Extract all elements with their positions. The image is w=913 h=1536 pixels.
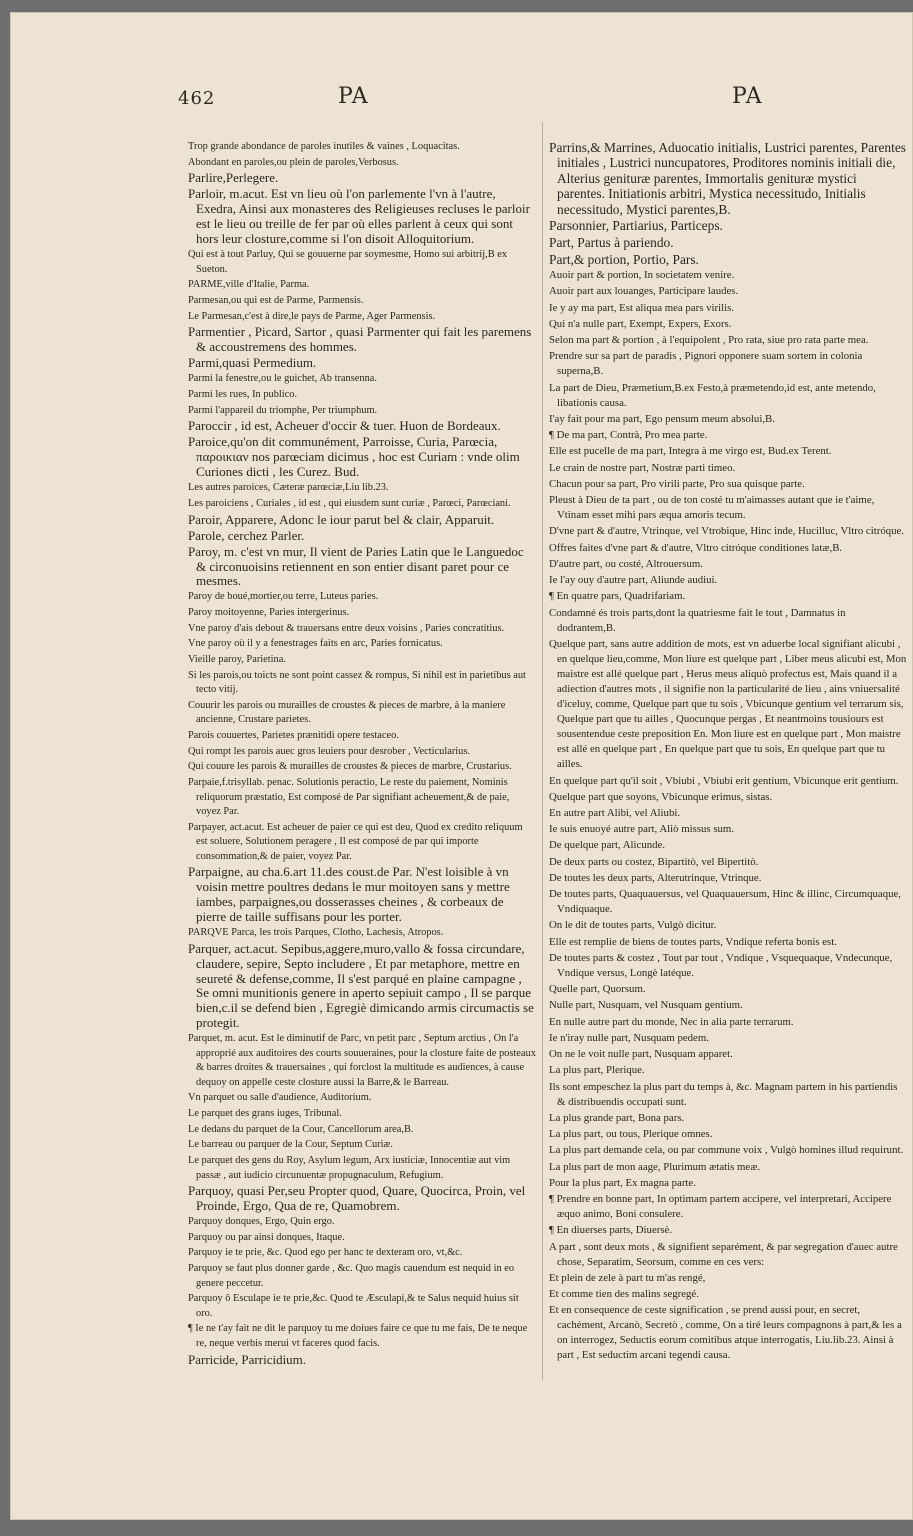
left-column: [188, 140, 536, 1369]
dictionary-entry: Elle est remplie de biens de toutes parts, Vndique referta bonis est.: [549, 935, 837, 948]
dictionary-entry: En quelque part qu'il soit , Vbiubi , Vbiubi erit gentium, Vbicunque erit gentium.: [549, 774, 899, 787]
dictionary-entry: Le barreau ou parquer de la Cour, Septum Curiæ.: [188, 1139, 394, 1151]
dictionary-entry: Paroccir , id est, Acheuer d'occir & tuer. Huon de Bordeaux.: [188, 418, 501, 434]
dictionary-entry: Parpaie,f.trisyllab. penac. Solutionis peractio, Le reste du paiement, Nominis reliquorum præstatio, Est composé de Par signifiant acheuement,& de paie, voyez Par.: [188, 777, 510, 818]
dictionary-entry: PARQVE Parca, les trois Parques, Clotho, Lachesis, Atropos.: [188, 927, 444, 939]
dictionary-entry: Le parquet des gens du Roy, Asylum legum, Arx iusticiæ, Innocentiæ aut vim passæ , aut iudicio circunuentæ propugnaculum, Refugium.: [188, 1155, 511, 1181]
dictionary-entry: ¶ En quatre pars, Quadrifariam.: [549, 590, 686, 603]
dictionary-entry: Parricide, Parricidium.: [188, 1351, 307, 1367]
dictionary-entry: Parquoy se faut plus donner garde , &c. Quo magis cauendum est nequid in eo genere peccetur.: [188, 1263, 515, 1289]
dictionary-entry: Abondant en paroles,ou plein de paroles,Verbosus.: [188, 156, 399, 168]
dictionary-entry: En nulle autre part du monde, Nec in alia parte terrarum.: [549, 1015, 794, 1028]
dictionary-entry: Parpaigne, au cha.6.art 11.des coust.de Par. N'est loisible à vn voisin mettre poultres dedans le mur moitoyen sans y mettre iambes, parpaignes,ou dosserasses cheines , & corbeaux de pierre de taille suffisans pour les porter.: [188, 864, 510, 925]
dictionary-entry: Part,& portion, Portio, Pars.: [549, 251, 699, 267]
dictionary-entry: Le dedans du parquet de la Cour, Cancellorum area,B.: [188, 1123, 414, 1135]
dictionary-entry: Paroy de boué,mortier,ou terre, Luteus paries.: [188, 591, 379, 603]
dictionary-entry: De toutes les deux parts, Alterutrinque, Vtrinque.: [549, 871, 762, 884]
dictionary-entry: Auoir part aux louanges, Participare laudes.: [549, 285, 739, 298]
dictionary-entry: De quelque part, Alicunde.: [549, 839, 666, 852]
dictionary-entry: Les autres paroices, Cæteræ parœciæ,Liu lib.23.: [188, 482, 389, 494]
dictionary-entry: Parsonnier, Partiarius, Particeps.: [549, 218, 723, 234]
dictionary-entry: Ie n'iray nulle part, Nusquam pedem.: [549, 1031, 709, 1044]
dictionary-entry: Et plein de zele à part tu m'as rengé,: [549, 1271, 706, 1284]
dictionary-entry: Paroy, m. c'est vn mur, Il vient de Paries Latin que le Languedoc & circonuoisins retiennent en son entier disant paret pour ce mesmes.: [188, 543, 524, 589]
dictionary-entry: Selon ma part & portion , à l'equipolent , Pro rata, siue pro rata parte mea.: [549, 334, 869, 347]
dictionary-entry: Et comme tien des malins segregé.: [549, 1288, 699, 1301]
dictionary-entry: Auoir part & portion, In societatem venire.: [549, 269, 735, 282]
dictionary-entry: ¶ En diuerses parts, Diuersè.: [549, 1224, 673, 1237]
dictionary-entry: Offres faites d'vne part & d'autre, Vltro citróque conditiones latæ,B.: [549, 541, 843, 554]
dictionary-entry: Parrins,& Marrines, Aduocatio initialis, Lustrici parentes, Parentes initiales , Lustrici nuncupatores, Proditores nominis initiali die, Alterius genituræ parentes, Immortalis genituræ mystici parentes. Initiationis arbitri, Mystica necessitudo, Initialis necessitudo, Mystici parentes,B.: [549, 140, 907, 217]
dictionary-entry: Qui est à tout Parluy, Qui se gouuerne par soymesme, Homo sui arbitrij,B ex Sueton.: [188, 249, 508, 275]
dictionary-entry: Parmi l'appareil du triomphe, Per triumphum.: [188, 404, 378, 416]
dictionary-entry: D'vne part & d'autre, Vtrinque, vel Vtrobique, Hinc inde, Hucilluc, Vltro citróque.: [549, 525, 905, 538]
dictionary-entry: D'autre part, ou costé, Altrouersum.: [549, 557, 703, 570]
dictionary-entry: Prendre sur sa part de paradis , Pignori opponere suam sortem in colonia superna,B.: [549, 350, 863, 378]
dictionary-entry: Le crain de nostre part, Nostræ parti timeo.: [549, 461, 736, 474]
dictionary-entry: La part de Dieu, Præmetium,B.ex Festo,à præmetendo,id est, ante metendo, libationis causa.: [549, 381, 876, 409]
running-head-left: PA: [338, 84, 369, 109]
dictionary-entry: Si les parois,ou toicts ne sont point cassez & rompus, Si nihil est in parietibus aut tecto vitij.: [188, 669, 526, 696]
page-number: 462: [178, 88, 216, 109]
dictionary-entry: ¶ De ma part, Contrà, Pro mea parte.: [549, 429, 708, 442]
dictionary-entry: Parquer, act.acut. Sepibus,aggere,muro,vallo & fossa circundare, claudere, sepire, Septo includere , Et par metaphore, mettre en seureté & defense,comme, Il s'est parqué en plaine campagne , Se omni munitionis genere in aperto sepiuit campo , Il se parque bien,c.il se defend bien , Egregiè dimicando armis circumactis se protegit.: [188, 940, 534, 1031]
dictionary-entry: Part, Partus à pariendo.: [549, 235, 674, 250]
dictionary-entry: Les paroiciens , Curiales , id est , qui eiusdem sunt curiæ , Parœci, Parœciani.: [188, 497, 511, 509]
dictionary-entry: Parquoy ou par ainsi donques, Itaque.: [188, 1231, 345, 1243]
dictionary-entry: Qui n'a nulle part, Exempt, Expers, Exors.: [549, 317, 732, 330]
dictionary-entry: Le Parmesan,c'est à dire,le pays de Parme, Ager Parmensis.: [188, 310, 436, 322]
dictionary-entry: Chacun pour sa part, Pro virili parte, Pro sua quisque parte.: [549, 477, 805, 490]
dictionary-entry: Paroir, Apparere, Adonc le iour parut bel & clair, Apparuit.: [188, 511, 495, 527]
dictionary-entry: Parloir, m.acut. Est vn lieu où l'on parlemente l'vn à l'autre, Exedra, Ainsi aux monasteres des Religieuses recluses le parloir est le lieu ou treille de fer par où elles parlent à ceux qui sont hors leur closture,comme si l'on disoit Alloquitorium.: [188, 186, 530, 247]
right-column: [549, 140, 907, 1365]
dictionary-entry: ¶ Prendre en bonne part, In optimam partem accipere, vel interpretari, Accipere æquo animo, Boni consulere.: [549, 1193, 892, 1221]
dictionary-entry: A part , sont deux mots , & signifient separément, & par segregation d'auec autre chose, Separatim, Seorsum, comme en ces vers:: [549, 1240, 898, 1268]
dictionary-entry: Le parquet des grans iuges, Tribunal.: [188, 1108, 342, 1119]
dictionary-entry: Parmesan,ou qui est de Parme, Parmensis.: [188, 294, 364, 306]
column-divider: [542, 122, 543, 1380]
dictionary-entry: La plus part, Plerique.: [549, 1064, 645, 1077]
dictionary-entry: Vne paroy d'ais debout & trauersans entre deux voisins , Paries concratitius.: [188, 622, 505, 634]
dictionary-entry: Elle est pucelle de ma part, Integra à me virgo est, Bud.ex Terent.: [549, 445, 832, 458]
dictionary-entry: Ie y ay ma part, Est aliqua mea pars virilis.: [549, 301, 734, 314]
running-head-right: PA: [732, 84, 763, 109]
dictionary-entry: Paroy moitoyenne, Paries intergerinus.: [188, 607, 350, 619]
dictionary-entry: Parquoy ie te prie, &c. Quod ego per hanc te dexteram oro, vt,&c.: [188, 1247, 463, 1259]
dictionary-entry: Quelque part que soyons, Vbicunque erimus, sistas.: [549, 790, 773, 803]
dictionary-entry: Ie l'ay ouy d'autre part, Aliunde audiui.: [549, 574, 718, 587]
dictionary-entry: Condamné és trois parts,dont la quatriesme fait le tout , Damnatus in dodrantem,B.: [549, 606, 846, 634]
dictionary-entry: La plus grande part, Bona pars.: [549, 1111, 685, 1124]
dictionary-entry: Qui couure les parois & murailles de croustes & pieces de marbre, Crustarius.: [188, 761, 512, 773]
dictionary-entry: Parole, cerchez Parler.: [188, 527, 305, 543]
dictionary-entry: Parquoy donques, Ergo, Quin ergo.: [188, 1216, 335, 1228]
dictionary-entry: On ne le voit nulle part, Nusquam apparet.: [549, 1048, 733, 1061]
dictionary-entry: Nulle part, Nusquam, vel Nusquam gentium.: [549, 999, 743, 1012]
dictionary-entry: La plus part demande cela, ou par commune voix , Vulgò homines illud requirunt.: [549, 1144, 904, 1157]
dictionary-entry: Parmi,quasi Permedium.: [188, 355, 317, 371]
dictionary-entry: Quelque part, sans autre addition de mots, est vn aduerbe local signifiant alicubi , en quelque lieu,comme, Mon liure est quelque part , Liber meus alicubi est, Mon maistre est allé quelque part , Herus meus aliquò profectus est, Mais quand il a adiection d'autres mots , il signifie non la particularité de lieu , ains vniuersalité d'iceluy, comme, Quelque part que tu sois , Vbicunque gentium vel terrarum sis, Quelque part que tu ailles , Quocunque pergas , Et neantmoins tousiours est sousentendue ceste preposition En. Mon liure est en quelque part , Mon maistre est allé en quelque part , En quelque part que tu sois, En quelque part que tu ailles.: [549, 637, 907, 771]
dictionary-entry: Parlire,Perlegere.: [188, 170, 279, 186]
dictionary-entry: Vieille paroy, Parietina.: [188, 654, 286, 666]
dictionary-entry: Parois couuertes, Parietes prænitidi opere testaceo.: [188, 730, 399, 742]
dictionary-page: [10, 12, 913, 1520]
dictionary-entry: Parquoy ô Esculape ie te prie,&c. Quod te Æsculapi,& te Salus nequid huius sit oro.: [188, 1293, 519, 1319]
dictionary-entry: Couurir les parois ou murailles de croustes & pieces de marbre, à la maniere ancienne, Crustare parietes.: [188, 699, 506, 726]
dictionary-entry: PARME,ville d'Italie, Parma.: [188, 279, 310, 291]
dictionary-entry: Qui rompt les parois auec gros leuiers pour desrober , Vecticularius.: [188, 745, 471, 757]
dictionary-entry: De toutes parts & costez , Tout par tout , Vndique , Vsquequaque, Vndecunque, Vndique versus, Longè latéque.: [549, 951, 893, 979]
dictionary-entry: Et en consequence de ceste signification , se prend aussi pour, en secret, cachément, Arcanò, Secretò , comme, On a tiré leurs compagnons à part,& les a on interrogez, Seductis eorum comitibus atque interrogatis, Liu.lib.23. Ainsi à part , Est seductim arcani tegendi causa.: [549, 1304, 902, 1362]
dictionary-entry: De toutes parts, Quaquauersus, vel Quaquauersum, Hinc & illinc, Circumquaque, Vndiquaque.: [549, 888, 902, 916]
dictionary-entry: On le dit de toutes parts, Vulgò dicitur.: [549, 919, 717, 932]
dictionary-entry: La plus part, ou tous, Plerique omnes.: [549, 1128, 713, 1141]
dictionary-entry: Quelle part, Quorsum.: [549, 983, 646, 996]
dictionary-entry: Parquoy, quasi Per,seu Propter quod, Quare, Quocirca, Proin, vel Proinde, Ergo, Qua de re, Quamobrem.: [188, 1183, 526, 1214]
dictionary-entry: Parmentier , Picard, Sartor , quasi Parmenter qui fait les paremens & accoustremens des hommes.: [188, 324, 532, 355]
dictionary-entry: Vn parquet ou salle d'audience, Auditorium.: [188, 1092, 372, 1104]
dictionary-entry: Parmi les rues, In publico.: [188, 388, 298, 400]
dictionary-entry: I'ay fait pour ma part, Ego pensum meum absolui,B.: [549, 412, 775, 425]
dictionary-entry: Pour la plus part, Ex magna parte.: [549, 1176, 696, 1189]
dictionary-entry: Parpayer, act.acut. Est acheuer de paier ce qui est deu, Quod ex credito reliquum est soluere, Solutionem peragere , Il est composé de par qui importe consommation,& de paier, voyez Par.: [188, 821, 523, 862]
dictionary-entry: Parmi la fenestre,ou le guichet, Ab transenna.: [188, 373, 377, 385]
dictionary-entry: Ils sont empeschez la plus part du temps à, &c. Magnam partem in his partiendis & distribuendis occupati sunt.: [549, 1080, 898, 1108]
dictionary-entry: Vne paroy où il y a fenestrages faits en arc, Paries fornicatus.: [188, 638, 443, 650]
dictionary-entry: Pleust à Dieu de ta part , ou de ton costé tu m'aimasses autant que ie t'aime, Vtinam esset mihi pars æqua amoris tecum.: [549, 494, 875, 522]
dictionary-entry: Trop grande abondance de paroles inutiles & vaines , Loquacitas.: [188, 141, 460, 152]
dictionary-entry: De deux parts ou costez, Bipartitò, vel Bipertitò.: [549, 855, 759, 868]
dictionary-entry: Paroice,qu'on dit communément, Parroisse, Curia, Parœcia, παροικιαν nos parœciam dicimus , hoc est Curiam : vnde olim Curiones dicti , les Curez. Bud.: [188, 434, 520, 480]
dictionary-entry: La plus part de mon aage, Plurimum ætatis meæ.: [549, 1160, 761, 1173]
dictionary-entry: Ie suis enuoyé autre part, Aliò missus sum.: [549, 823, 735, 836]
dictionary-entry: Parquet, m. acut. Est le diminutif de Parc, vn petit parc , Septum arctius , On l'a approprié aux auditoires des courts souueraines, pour la closture faite de posteaux & barres droites & trauersaines , qui forclost la multitude es audiences, à cause dequoy on appelle ceste closture aussi la Barre,& le Barreau.: [188, 1033, 536, 1088]
dictionary-entry: En autre part Alibi, vel Aliubi.: [549, 806, 681, 819]
dictionary-entry: ¶ Ie ne t'ay fait ne dit le parquoy tu me doiues faire ce que tu me fais, De te neque re, neque verbis merui vt faceres quod facis.: [188, 1323, 528, 1349]
